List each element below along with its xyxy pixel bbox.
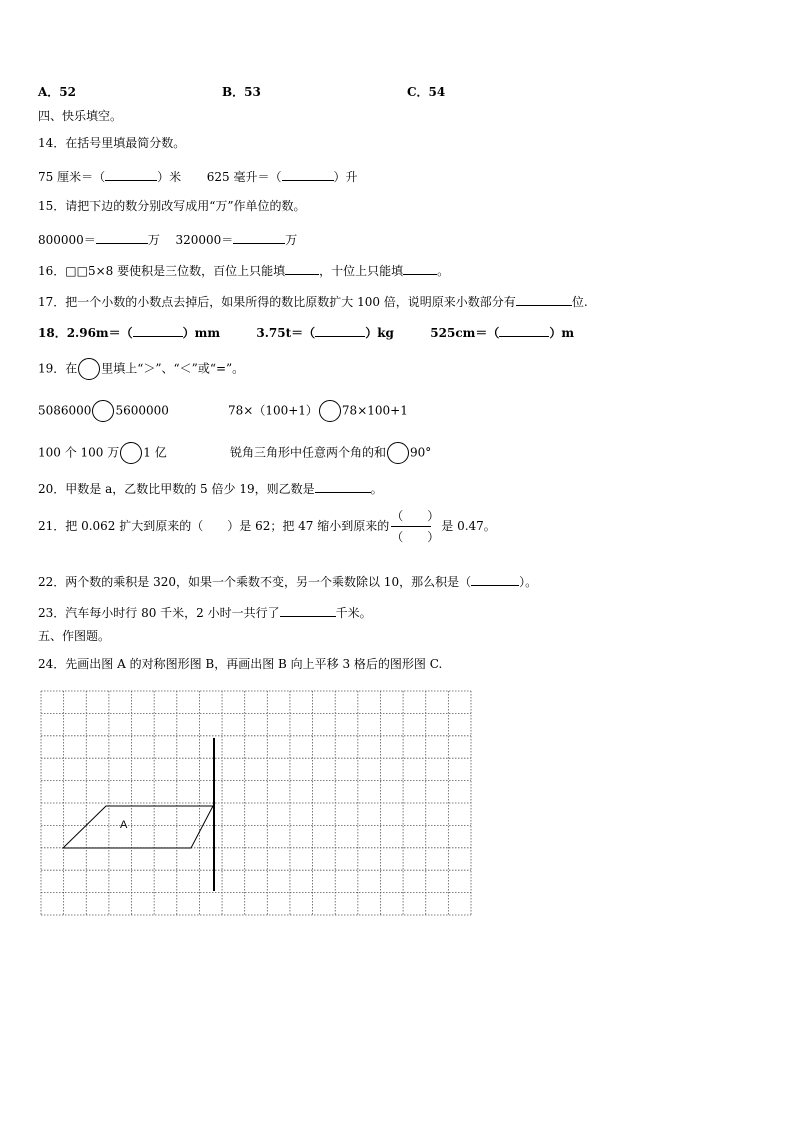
q19-item2-left: 78×（100+1） (228, 403, 318, 418)
parallelogram-a (63, 806, 213, 848)
q21-text-1: 21．把 0.062 扩大到原来的（ ）是 62；把 47 缩小到原来的 (38, 519, 390, 533)
q22-suffix: ）。 (519, 575, 538, 589)
q19-item1 (38, 400, 169, 422)
q19-item3-left: 100 个 100 万 (38, 445, 120, 460)
q19-stem-suffix: 里填上“＞”、“＜”或“=”。 (101, 361, 245, 376)
q17-blank[interactable] (516, 292, 572, 306)
q21-text-2: 是 0.47。 (441, 519, 496, 533)
option-b[interactable]: B．53 (222, 85, 261, 99)
q19-answer-circle-1[interactable] (92, 400, 114, 422)
q18-part1-prefix: 18．2.96m＝（ (38, 326, 133, 340)
q15-part2-suffix: 万 (285, 233, 298, 247)
q15-part1-prefix: 800000＝ (38, 233, 96, 247)
q16-blank-1[interactable] (285, 261, 319, 275)
q15-blank-1[interactable] (96, 230, 148, 244)
q19-stem-prefix: 19．在 (38, 361, 78, 376)
q15-part1-suffix: 万 (147, 233, 160, 247)
q14-blank-2[interactable] (282, 167, 334, 181)
q18-blank-2[interactable] (315, 323, 365, 337)
q19-item4-right: 90° (410, 445, 432, 460)
q21-numerator[interactable]: （ ） (391, 509, 440, 523)
q14-stem: 14．在括号里填最简分数。 (38, 136, 186, 150)
q23-suffix: 千米。 (335, 606, 372, 620)
q19-item1-left: 5086000 (38, 403, 92, 418)
q15-answers (38, 230, 297, 248)
q22 (38, 572, 537, 590)
q22-blank[interactable] (471, 572, 519, 586)
q19-answer-circle-2[interactable] (319, 400, 341, 422)
q19-answer-circle-3[interactable] (120, 442, 142, 464)
q18-blank-1[interactable] (133, 323, 183, 337)
q18-part2-suffix: ）kg (365, 326, 394, 340)
q16-suffix: 。 (437, 264, 450, 278)
q19-answer-circle-4[interactable] (387, 442, 409, 464)
q18-blank-3[interactable] (499, 323, 549, 337)
q17 (38, 292, 588, 310)
q15-part2-prefix: 320000＝ (175, 233, 234, 247)
shape-label-a: A (120, 819, 128, 831)
compare-circle-icon (78, 358, 100, 380)
q19-item2 (228, 400, 408, 422)
q17-prefix: 17．把一个小数的小数点去掉后，如果所得的数比原数扩大 100 倍，说明原来小数部分有 (38, 295, 516, 309)
q21-denominator[interactable]: （ ） (391, 530, 440, 544)
q14-blank-1[interactable] (105, 167, 157, 181)
q18-part2-prefix: 3.75t＝（ (256, 326, 316, 340)
q22-prefix: 22．两个数的乘积是 320，如果一个乘数不变，另一个乘数除以 10，那么积是（ (38, 575, 472, 589)
q19-stem (38, 358, 244, 380)
q18-part3-suffix: ）m (549, 326, 575, 340)
q20-prefix: 20．甲数是 a，乙数比甲数的 5 倍少 19，则乙数是 (38, 482, 315, 496)
q19-item1-right: 5600000 (115, 403, 169, 418)
q16-middle: ，十位上只能填 (319, 264, 404, 278)
q18-part1-suffix: ）mm (182, 326, 221, 340)
q19-item4-left: 锐角三角形中任意两个角的和 (230, 445, 387, 460)
q23-blank[interactable] (280, 603, 336, 617)
q14-part2-suffix: ）升 (333, 170, 358, 184)
q20 (38, 479, 383, 497)
grid-lines (41, 691, 471, 915)
section5-title: 五、作图题。 (38, 629, 111, 643)
q23 (38, 603, 372, 621)
fraction-bar (391, 526, 431, 527)
q20-suffix: 。 (370, 482, 383, 496)
q14-answers (38, 167, 358, 185)
drawing-grid[interactable] (40, 690, 472, 916)
section4-title: 四、快乐填空。 (38, 109, 123, 123)
q18 (38, 323, 574, 341)
q17-suffix: 位. (571, 295, 588, 309)
q21-fraction[interactable] (391, 508, 439, 545)
q14-part1-prefix: 75 厘米＝（ (38, 170, 106, 184)
option-a[interactable]: A．52 (38, 85, 77, 99)
q15-blank-2[interactable] (233, 230, 285, 244)
q16-blank-2[interactable] (403, 261, 437, 275)
q14-part1-suffix: ）米 (157, 170, 182, 184)
q15-stem: 15．请把下边的数分别改写成用“万”作单位的数。 (38, 199, 306, 213)
q24-stem: 24．先画出图 A 的对称图形图 B，再画出图 B 向上平移 3 格后的图形图 C. (38, 657, 443, 671)
q23-prefix: 23．汽车每小时行 80 千米，2 小时一共行了 (38, 606, 280, 620)
q19-item3 (38, 442, 167, 464)
q21 (38, 508, 496, 545)
q19-item2-right: 78×100+1 (341, 403, 408, 418)
q19-item4 (230, 442, 431, 464)
q18-part3-prefix: 525cm＝（ (430, 326, 500, 340)
q19-item3-right: 1 亿 (143, 445, 167, 460)
q20-blank[interactable] (315, 479, 371, 493)
q14-part2-prefix: 625 毫升＝（ (206, 170, 282, 184)
q16-prefix: 16．□□5×8 要使积是三位数，百位上只能填 (38, 264, 286, 278)
option-c[interactable]: C．54 (407, 85, 446, 99)
q16 (38, 261, 449, 279)
